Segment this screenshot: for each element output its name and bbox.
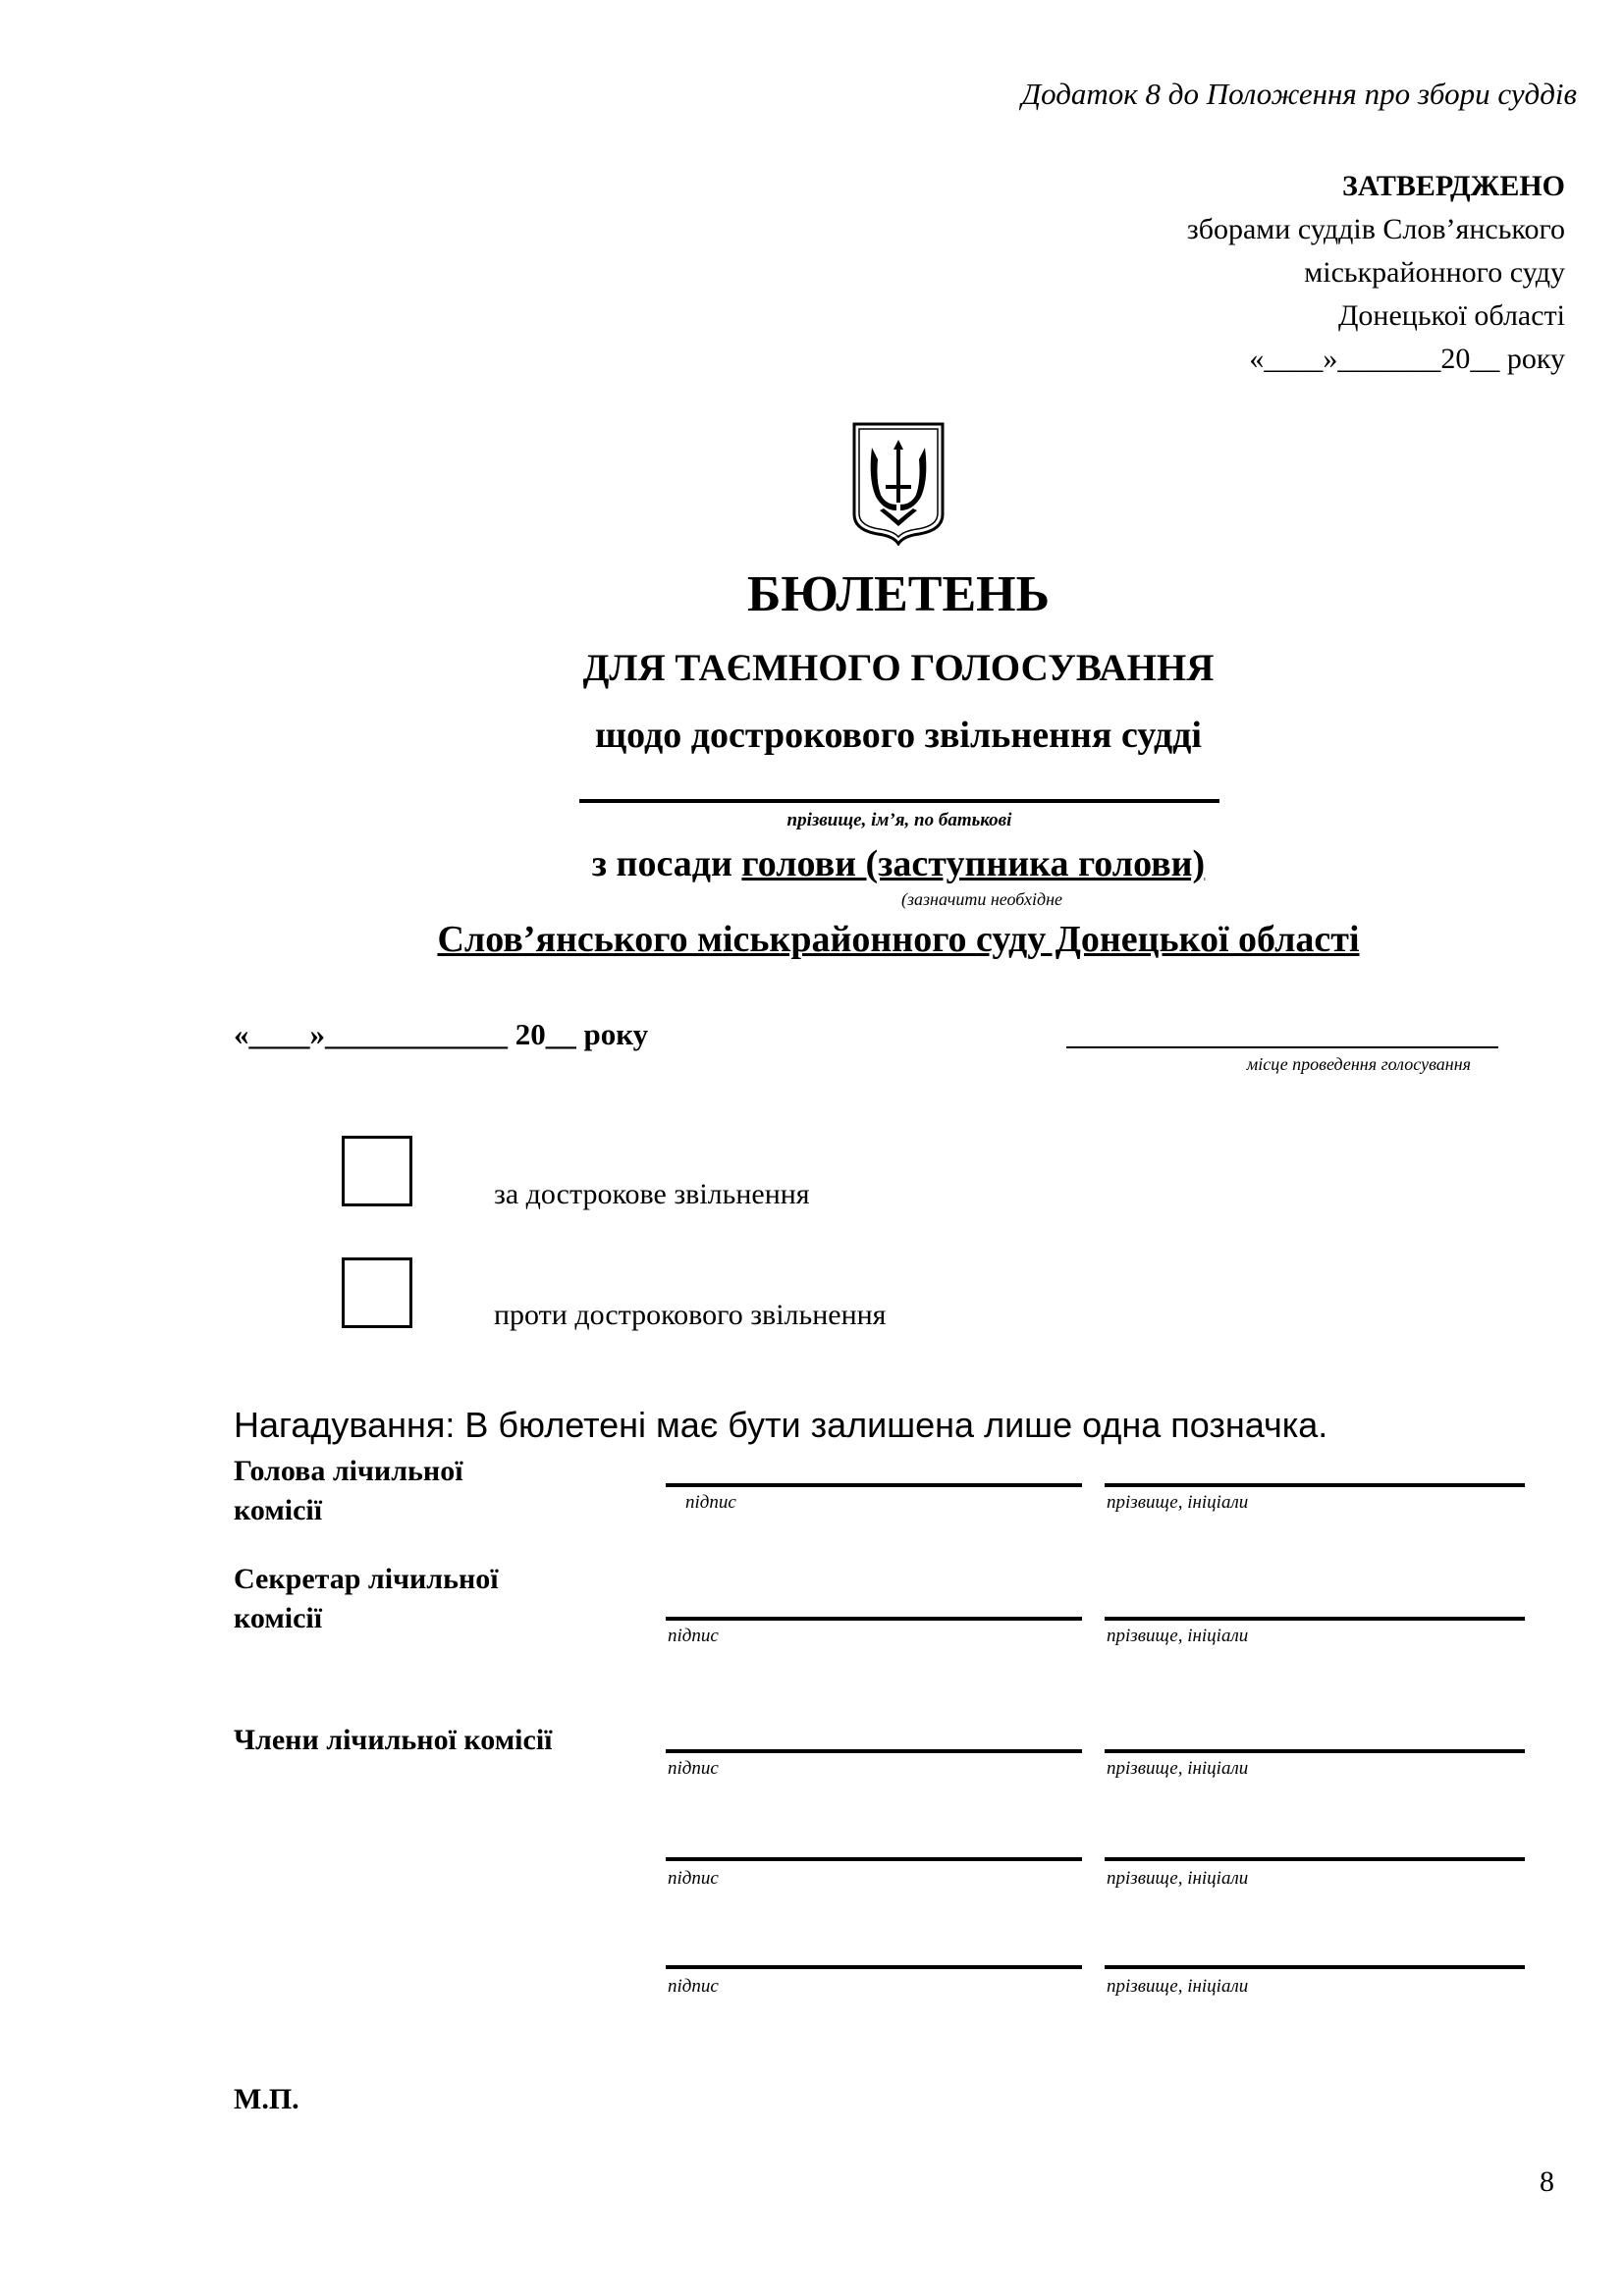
member-2-name-hint: прізвище, ініціали bbox=[1107, 1868, 1249, 1889]
place-hint: місце проведення голосування bbox=[1246, 1054, 1471, 1074]
page-number: 8 bbox=[1540, 2165, 1554, 2198]
option-against-label: проти дострокового звільнення bbox=[494, 1299, 887, 1331]
member-1-signature-line[interactable] bbox=[666, 1749, 1082, 1753]
member-3-signature-line[interactable] bbox=[666, 1965, 1082, 1969]
reminder-text: Нагадування: В бюлетені має бути залишена лише одна позначка. bbox=[234, 1405, 1328, 1445]
checkbox-against-dismissal[interactable] bbox=[342, 1257, 412, 1328]
member-1-signature-hint: підпис bbox=[668, 1758, 719, 1779]
member-2-signature-line[interactable] bbox=[666, 1857, 1082, 1861]
secretary-signature-hint: підпис bbox=[668, 1626, 719, 1646]
ballot-title: БЮЛЕТЕНЬ bbox=[747, 566, 1050, 622]
chair-signature-hint: підпис bbox=[685, 1492, 736, 1513]
member-1-name-hint: прізвище, ініціали bbox=[1107, 1758, 1249, 1779]
position-prefix: з посади bbox=[591, 843, 742, 884]
member-3-name-line[interactable] bbox=[1105, 1965, 1525, 1969]
coat-of-arms-icon bbox=[850, 420, 947, 546]
chair-label-line-1: Голова лічильної bbox=[234, 1455, 463, 1487]
ballot-purpose: щодо дострокового звільнення судді bbox=[595, 715, 1202, 756]
secretary-label-line-2: комісії bbox=[234, 1602, 323, 1634]
approval-date: «____»_______20__ року bbox=[1249, 343, 1565, 375]
secretary-signature-line[interactable] bbox=[666, 1617, 1082, 1621]
secretary-name-line[interactable] bbox=[1105, 1617, 1525, 1621]
court-name: Слов’янського міськрайонного суду Донецької області bbox=[437, 919, 1360, 960]
chair-label bbox=[234, 1452, 463, 1530]
judge-name-hint: прізвище, ім’я, по батькові bbox=[786, 810, 1012, 830]
ballot-date: «____»____________ 20__ року bbox=[234, 1017, 649, 1051]
position-line bbox=[0, 842, 1624, 885]
approval-block bbox=[1187, 165, 1565, 381]
secretary-name-hint: прізвище, ініціали bbox=[1107, 1626, 1249, 1646]
stamp-place: М.П. bbox=[234, 2083, 299, 2115]
approval-line-3: Донецької області bbox=[1337, 299, 1565, 332]
place-line bbox=[1066, 1046, 1498, 1048]
ballot-subtitle: ДЛЯ ТАЄМНОГО ГОЛОСУВАННЯ bbox=[582, 647, 1215, 689]
checkbox-for-dismissal[interactable] bbox=[342, 1136, 412, 1206]
position-hint: (зазначити необхідне bbox=[901, 889, 1062, 909]
member-1-name-line[interactable] bbox=[1105, 1749, 1525, 1753]
approval-line-2: міськрайонного суду bbox=[1304, 256, 1565, 289]
chair-label-line-2: комісії bbox=[234, 1494, 323, 1526]
member-2-signature-hint: підпис bbox=[668, 1868, 719, 1889]
annex-reference: Додаток 8 до Положення про збори суддів bbox=[1021, 77, 1577, 111]
member-3-name-hint: прізвище, ініціали bbox=[1107, 1976, 1249, 1997]
member-2-name-line[interactable] bbox=[1105, 1857, 1525, 1861]
approval-title: ЗАТВЕРДЖЕНО bbox=[1342, 170, 1565, 202]
chair-signature-line[interactable] bbox=[666, 1483, 1082, 1487]
option-for-label: за дострокове звільнення bbox=[494, 1178, 810, 1210]
secretary-label-line-1: Секретар лічильної bbox=[234, 1563, 499, 1595]
chair-name-line[interactable] bbox=[1105, 1483, 1525, 1487]
member-3-signature-hint: підпис bbox=[668, 1976, 719, 1997]
chair-name-hint: прізвище, ініціали bbox=[1107, 1492, 1249, 1513]
judge-name-line bbox=[579, 799, 1219, 803]
secretary-label bbox=[234, 1560, 499, 1638]
approval-line-1: зборами суддів Слов’янського bbox=[1186, 213, 1565, 245]
members-label: Члени лічильної комісії bbox=[234, 1724, 553, 1756]
position-value: голови (заступника голови) bbox=[741, 843, 1206, 884]
